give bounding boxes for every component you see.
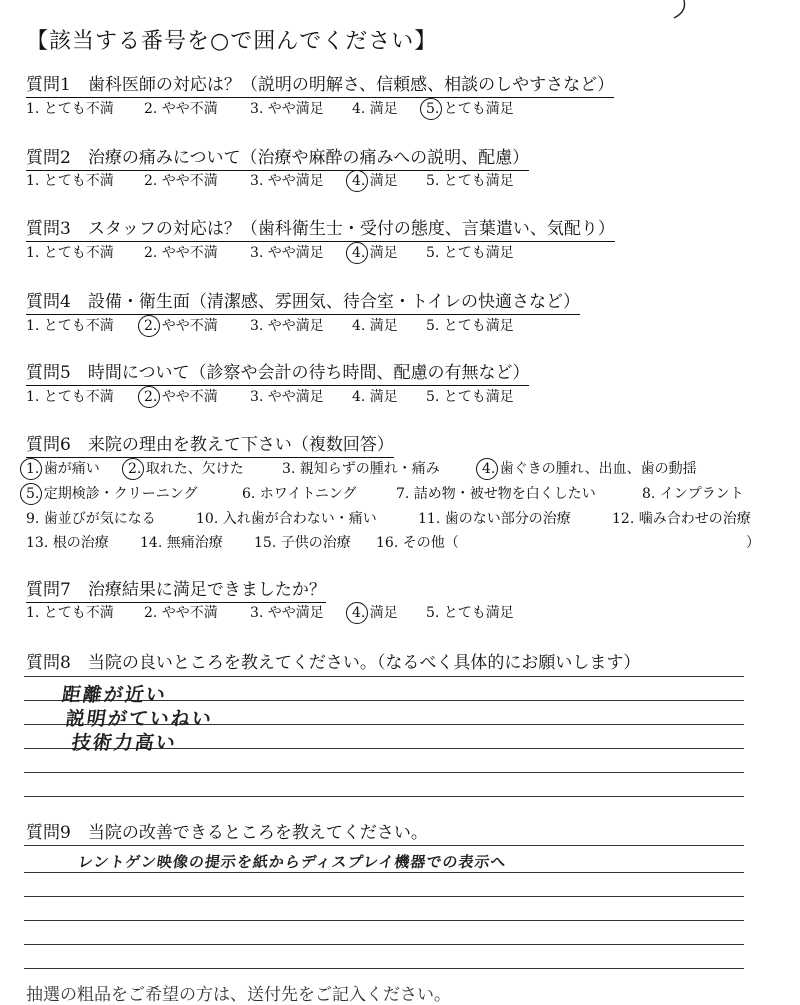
q9-line — [24, 944, 744, 945]
selected-circle-mark — [20, 483, 42, 505]
option-4[interactable] — [352, 170, 398, 190]
q9-answer: レントゲン映像の提示を紙からディスプレイ機器での表示へ — [76, 853, 508, 871]
option-3[interactable] — [250, 602, 324, 622]
option-2[interactable] — [144, 98, 218, 118]
option-label: 子供の治療 — [276, 535, 351, 551]
option-label: 噛み合わせの治療 — [634, 511, 751, 527]
option-1[interactable] — [26, 508, 156, 528]
option-number: 3. — [250, 173, 264, 189]
option-4[interactable] — [352, 315, 398, 335]
option-5[interactable] — [426, 98, 514, 118]
option-label: とても不満 — [39, 318, 114, 334]
option-label: 歯ぐきの腫れ、出血、歯の動揺 — [495, 461, 697, 477]
option-3[interactable] — [254, 532, 351, 552]
question-5-title: 質問5 時間について（診察や会計の待ち時間、配慮の有無など） — [26, 358, 529, 383]
footer-note: 抽選の粗品をご希望の方は、送付先をご記入ください。 — [26, 985, 451, 1005]
option-number: 1. — [26, 318, 40, 334]
option-number: 1. — [26, 389, 40, 405]
option-number: 5. — [426, 245, 440, 261]
question-2-title: 質問2 治療の痛みについて（治療や麻酔の痛みへの説明、配慮） — [26, 143, 529, 168]
option-number: 3. — [282, 461, 296, 477]
option-5[interactable] — [426, 386, 514, 406]
option-2[interactable] — [144, 602, 218, 622]
option-label: やや満足 — [263, 318, 324, 334]
option-1[interactable] — [26, 532, 109, 552]
q9-line — [24, 896, 744, 897]
option-label: 満足 — [365, 389, 398, 405]
option-number: 2. — [144, 101, 158, 117]
option-number: 5. — [426, 101, 439, 117]
option-number: 5. — [426, 605, 440, 621]
option-2[interactable] — [140, 532, 223, 552]
option-number: 1. — [26, 245, 40, 261]
option-number: 2. — [144, 389, 157, 405]
option-3[interactable] — [250, 386, 324, 406]
q9-line — [24, 872, 744, 873]
option-number: 4. — [352, 101, 366, 117]
option-1[interactable] — [26, 602, 114, 622]
option-number: 5. — [26, 486, 39, 502]
option-4[interactable] — [352, 386, 398, 406]
option-number: 2. — [144, 245, 158, 261]
option-label: やや不満 — [157, 173, 218, 189]
option-number: 13. — [26, 535, 49, 551]
question-4-title: 質問4 設備・衛生面（清潔感、雰囲気、待合室・トイレの快適さなど） — [26, 287, 580, 312]
option-label: 無痛治療 — [162, 535, 223, 551]
question-6-title: 質問6 来院の理由を教えて下さい（複数回答） — [26, 430, 394, 455]
option-number: 4. — [352, 173, 365, 189]
option-1[interactable] — [26, 242, 114, 262]
option-number: 11. — [418, 511, 441, 527]
option-label: とても不満 — [39, 245, 114, 261]
option-number: 1. — [26, 605, 40, 621]
option-label: とても満足 — [439, 389, 514, 405]
option-label: やや不満 — [157, 245, 218, 261]
option-label: 満足 — [365, 245, 398, 261]
option-label: 歯のない部分の治療 — [440, 511, 571, 527]
option-number: 3. — [250, 101, 264, 117]
option-5[interactable] — [426, 602, 514, 622]
option-label: とても不満 — [39, 101, 114, 117]
option-label: ホワイトニング — [255, 486, 357, 502]
option-number: 2. — [128, 461, 141, 477]
option-label: とても満足 — [439, 245, 514, 261]
option-4[interactable] — [376, 532, 459, 552]
option-5[interactable] — [426, 242, 514, 262]
q8-answer-3: 技術力高い — [70, 732, 179, 754]
option-3[interactable] — [250, 170, 324, 190]
option-number: 1. — [26, 173, 40, 189]
option-2[interactable] — [144, 242, 218, 262]
option-number: 2. — [144, 318, 157, 334]
option-number: 4. — [352, 245, 365, 261]
q8-answer-1: 距離が近い — [60, 684, 169, 706]
option-1[interactable] — [26, 315, 114, 335]
option-label: とても不満 — [39, 173, 114, 189]
q9-line — [24, 968, 744, 969]
option-label: 親知らずの腫れ・痛み — [295, 461, 440, 477]
option-number: 16. — [376, 535, 399, 551]
question-3-title: 質問3 スタッフの対応は？（歯科衛生士・受付の態度、言葉遣い、気配り） — [26, 214, 615, 239]
option-3[interactable] — [250, 315, 324, 335]
selected-circle-mark — [346, 602, 368, 624]
option-1[interactable] — [26, 170, 114, 190]
option-1[interactable] — [26, 386, 114, 406]
selected-circle-mark — [20, 458, 42, 480]
option-label: とても満足 — [439, 318, 514, 334]
option-label: やや不満 — [157, 389, 218, 405]
option-number: 3. — [250, 245, 264, 261]
question-8-title: 質問8 当院の良いところを教えてください。（なるべく具体的にお願いします） — [26, 653, 641, 673]
option-label: その他（ — [398, 535, 459, 551]
option-1[interactable] — [26, 483, 198, 503]
option-3[interactable] — [282, 458, 440, 478]
selected-circle-mark — [122, 458, 144, 480]
option-number: 3. — [250, 605, 264, 621]
option-number: 8. — [642, 486, 656, 502]
option-number: 5. — [426, 173, 440, 189]
option-number: 2. — [144, 605, 158, 621]
option-3[interactable] — [250, 242, 324, 262]
option-label: インプラント — [655, 486, 744, 502]
option-number: 5. — [426, 389, 440, 405]
option-label: とても不満 — [39, 389, 114, 405]
selected-circle-mark — [420, 98, 442, 120]
option-number: 7. — [396, 486, 410, 502]
option-2[interactable] — [144, 386, 218, 406]
option-3[interactable] — [250, 98, 324, 118]
option-label: 詰め物・被せ物を白くしたい — [409, 486, 596, 502]
option-4[interactable] — [482, 458, 697, 478]
option-label: やや不満 — [157, 101, 218, 117]
question-7-title: 質問7 治療結果に満足できましたか？ — [26, 575, 326, 600]
option-label: 定期検診・クリーニング — [39, 486, 198, 502]
option-label: 満足 — [365, 101, 398, 117]
option-number: 6. — [242, 486, 256, 502]
option-number: 5. — [426, 318, 440, 334]
option-1[interactable] — [26, 98, 114, 118]
option-3[interactable] — [418, 508, 571, 528]
option-2[interactable] — [196, 508, 377, 528]
option-label: やや満足 — [263, 173, 324, 189]
option-label: とても不満 — [39, 605, 114, 621]
option-label: やや満足 — [263, 605, 324, 621]
option-label: やや満足 — [263, 101, 324, 117]
option-2[interactable] — [144, 170, 218, 190]
option-label: 入れ歯が合わない・痛い — [218, 511, 377, 527]
q8-line — [24, 676, 744, 677]
option-number: 4. — [482, 461, 495, 477]
option-3[interactable] — [396, 483, 596, 503]
q6-close-paren: ） — [746, 535, 760, 551]
option-4[interactable] — [352, 98, 398, 118]
q9-line — [24, 920, 744, 921]
selected-circle-mark — [476, 458, 498, 480]
question-9-title: 質問9 当院の改善できるところを教えてください。 — [26, 823, 428, 843]
option-4[interactable] — [352, 242, 398, 262]
q9-line — [24, 845, 744, 846]
option-1[interactable] — [26, 458, 100, 478]
option-label: やや不満 — [157, 318, 218, 334]
selected-circle-mark — [138, 386, 160, 408]
option-label: とても満足 — [439, 605, 514, 621]
option-number: 14. — [140, 535, 163, 551]
q8-line — [24, 796, 744, 797]
option-number: 10. — [196, 511, 219, 527]
option-label: 歯並びが気になる — [39, 511, 156, 527]
option-label: 根の治療 — [48, 535, 109, 551]
selected-circle-mark — [346, 242, 368, 264]
option-number: 1. — [26, 461, 39, 477]
pen-mark — [660, 0, 690, 22]
selected-circle-mark — [346, 170, 368, 192]
option-5[interactable] — [426, 315, 514, 335]
option-number: 1. — [26, 101, 40, 117]
q8-line — [24, 772, 744, 773]
option-label: 取れた、欠けた — [141, 461, 244, 477]
q8-answer-2: 説明がていねい — [64, 708, 215, 730]
question-1-title: 質問1 歯科医師の対応は？（説明の明解さ、信頼感、相談のしやすさなど） — [26, 70, 614, 95]
option-5[interactable] — [426, 170, 514, 190]
page-heading: 【該当する番号を○で囲んでください】 — [26, 29, 438, 54]
option-4[interactable] — [352, 602, 398, 622]
option-label: 歯が痛い — [39, 461, 100, 477]
option-number: 9. — [26, 511, 40, 527]
option-label: やや満足 — [263, 245, 324, 261]
option-label: 満足 — [365, 605, 398, 621]
option-label: やや不満 — [157, 605, 218, 621]
option-label: とても満足 — [439, 173, 514, 189]
option-number: 3. — [250, 389, 264, 405]
selected-circle-mark — [138, 315, 160, 337]
option-label: 満足 — [365, 173, 398, 189]
option-label: 満足 — [365, 318, 398, 334]
option-number: 12. — [612, 511, 635, 527]
option-2[interactable] — [128, 458, 244, 478]
option-number: 4. — [352, 389, 366, 405]
option-4[interactable] — [642, 483, 744, 503]
option-4[interactable] — [612, 508, 751, 528]
option-number: 2. — [144, 173, 158, 189]
option-label: やや満足 — [263, 389, 324, 405]
option-number: 15. — [254, 535, 277, 551]
option-number: 4. — [352, 318, 366, 334]
option-2[interactable] — [242, 483, 357, 503]
option-label: とても満足 — [439, 101, 514, 117]
option-number: 4. — [352, 605, 365, 621]
option-number: 3. — [250, 318, 264, 334]
option-2[interactable] — [144, 315, 218, 335]
